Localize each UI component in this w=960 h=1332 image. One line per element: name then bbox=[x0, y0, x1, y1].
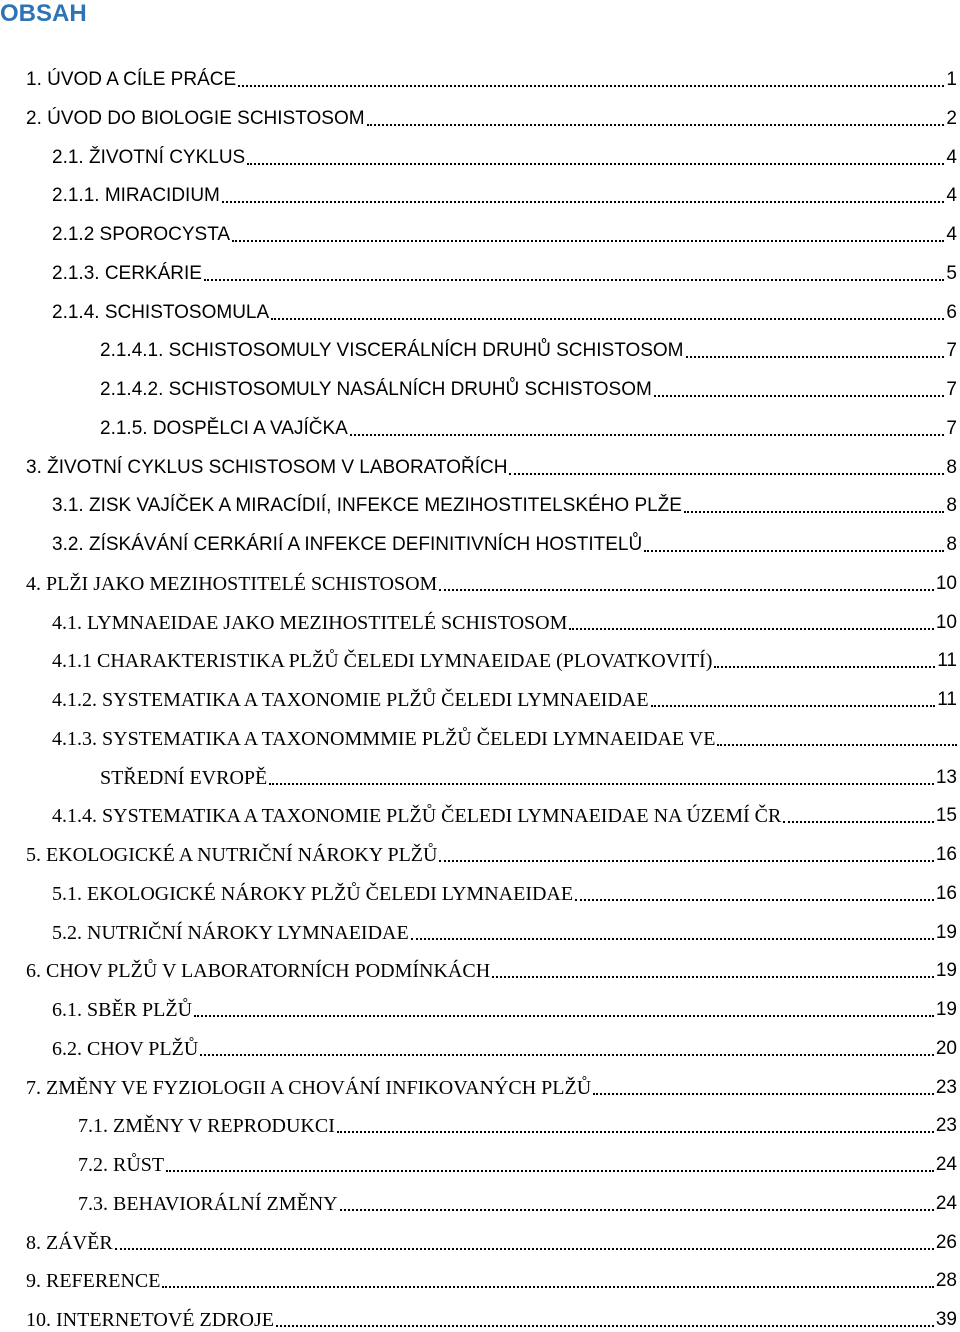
toc-page-number: 24 bbox=[935, 1154, 957, 1175]
dot-leader bbox=[204, 279, 944, 281]
dot-leader bbox=[651, 705, 936, 707]
dot-leader bbox=[115, 1248, 934, 1250]
dot-leader bbox=[509, 473, 944, 475]
toc-entry-title: 3. ŽIVOTNÍ CYKLUS SCHISTOSOM V LABORATOŘÍCH bbox=[26, 456, 508, 478]
toc-page-number: 7 bbox=[946, 417, 957, 439]
toc-entry[interactable] bbox=[0, 101, 960, 131]
toc-entry-title: 6. CHOV PLŽŮ V LABORATORNÍCH PODMÍNKÁCH bbox=[26, 960, 491, 983]
toc-page-number: 5 bbox=[946, 262, 957, 284]
toc-entry[interactable] bbox=[0, 1147, 960, 1177]
toc-entry[interactable] bbox=[0, 1070, 960, 1100]
toc-entry[interactable] bbox=[0, 876, 960, 906]
toc-page-number: 16 bbox=[935, 882, 957, 904]
toc-entry[interactable] bbox=[0, 643, 960, 673]
toc-page-number: 1 bbox=[946, 69, 957, 90]
toc-entry[interactable] bbox=[0, 488, 960, 518]
dot-leader bbox=[269, 783, 934, 785]
dot-leader bbox=[439, 589, 934, 591]
dot-leader bbox=[783, 821, 934, 823]
toc-entry-title: 5. EKOLOGICKÉ A NUTRIČNÍ NÁROKY PLŽŮ bbox=[26, 844, 438, 866]
toc-page-number: 19 bbox=[935, 960, 957, 982]
toc-entry-title: 5.2. NUTRIČNÍ NÁROKY LYMNAEIDAE bbox=[52, 921, 409, 944]
toc-entry[interactable] bbox=[0, 217, 960, 247]
toc-page-number: 11 bbox=[937, 650, 957, 672]
toc-entry-title: 4.1.1 CHARAKTERISTIKA PLŽŮ ČELEDI LYMNAEIDAE (PLOVATKOVITÍ) bbox=[52, 650, 713, 673]
toc-entry[interactable] bbox=[0, 798, 960, 828]
toc-entry-title: 4.1.4. SYSTEMATIKA A TAXONOMIE PLŽŮ ČELEDI LYMNAEIDAE NA ÚZEMÍ ČR bbox=[52, 805, 782, 828]
toc-entry-title: 2. ÚVOD DO BIOLOGIE SCHISTOSOM bbox=[26, 107, 365, 129]
dot-leader bbox=[276, 1325, 934, 1327]
toc-entry-title: STŘEDNÍ EVROPĚ bbox=[100, 766, 268, 789]
toc-entry-title: 7.1. ZMĚNY V REPRODUKCI bbox=[78, 1115, 335, 1138]
toc-page-number: 19 bbox=[935, 921, 957, 943]
dot-leader bbox=[644, 550, 944, 552]
toc-entry[interactable] bbox=[0, 1225, 960, 1255]
toc-entry[interactable] bbox=[0, 450, 960, 480]
toc-entry[interactable] bbox=[0, 178, 960, 208]
toc-page-number: 39 bbox=[935, 1309, 957, 1330]
toc-entry-title: 7.2. RŮST bbox=[78, 1154, 165, 1176]
dot-leader bbox=[575, 899, 934, 901]
dot-leader bbox=[232, 240, 944, 242]
dot-leader bbox=[367, 124, 945, 126]
toc-entry[interactable] bbox=[0, 682, 960, 712]
toc-entry[interactable] bbox=[0, 837, 960, 867]
toc-page-number: 10 bbox=[935, 611, 957, 633]
toc-entry[interactable] bbox=[0, 721, 960, 751]
toc-page-number: 4 bbox=[946, 146, 957, 168]
toc-entry-title: 4.1.3. SYSTEMATIKA A TAXONOMMMIE PLŽŮ ČELEDI LYMNAEIDAE VE bbox=[52, 727, 716, 750]
toc-entry[interactable] bbox=[0, 527, 960, 557]
dot-leader bbox=[684, 511, 944, 513]
toc-entry-title: 6.2. CHOV PLŽŮ bbox=[52, 1037, 199, 1060]
dot-leader bbox=[271, 318, 944, 320]
toc-page-number: 23 bbox=[935, 1076, 957, 1098]
toc-page-number: 11 bbox=[937, 689, 957, 710]
toc-entry[interactable] bbox=[0, 1031, 960, 1061]
toc-entry-title: 10. INTERNETOVÉ ZDROJE bbox=[26, 1309, 274, 1331]
dot-leader bbox=[492, 976, 934, 978]
toc-entry-title: 7. ZMĚNY VE FYZIOLOGII A CHOVÁNÍ INFIKOVANÝCH PLŽŮ bbox=[26, 1076, 592, 1099]
dot-leader bbox=[200, 1054, 934, 1056]
toc-entry-title: 2.1.2 SPOROCYSTA bbox=[52, 224, 231, 245]
toc-entry[interactable] bbox=[0, 295, 960, 325]
toc-entry[interactable] bbox=[0, 140, 960, 170]
toc-entry[interactable] bbox=[0, 1108, 960, 1138]
toc-entry[interactable] bbox=[0, 411, 960, 441]
toc-page-number: 20 bbox=[935, 1037, 957, 1059]
toc-page-number: 15 bbox=[935, 805, 957, 827]
dot-leader bbox=[717, 744, 957, 746]
toc-entry-title: 7.3. BEHAVIORÁLNÍ ZMĚNY bbox=[78, 1192, 338, 1215]
toc-entry-title: 9. REFERENCE bbox=[26, 1270, 161, 1293]
toc-entry[interactable] bbox=[0, 333, 960, 363]
toc-page-number: 23 bbox=[935, 1115, 957, 1137]
toc-page-number: 8 bbox=[946, 534, 957, 555]
dot-leader bbox=[247, 163, 944, 165]
toc-page-number: 24 bbox=[935, 1192, 957, 1214]
toc-page-number: 19 bbox=[935, 999, 957, 1020]
toc-page-number: 7 bbox=[946, 379, 957, 400]
toc-entry-title: 3.1. ZISK VAJÍČEK A MIRACÍDIÍ, INFEKCE MEZIHOSTITELSKÉHO PLŽE bbox=[52, 495, 682, 517]
toc-page-number: 10 bbox=[935, 572, 957, 594]
toc-page-number: 4 bbox=[946, 224, 957, 245]
toc-page-number: 8 bbox=[946, 495, 957, 517]
toc-page-number: 13 bbox=[935, 766, 957, 788]
toc-entry[interactable] bbox=[0, 760, 960, 790]
toc-entry[interactable] bbox=[0, 992, 960, 1022]
toc-entry-title: 3.2. ZÍSKÁVÁNÍ CERKÁRIÍ A INFEKCE DEFINITIVNÍCH HOSTITELŮ bbox=[52, 534, 643, 555]
dot-leader bbox=[238, 85, 944, 87]
toc-entry-title: 4. PLŽI JAKO MEZIHOSTITELÉ SCHISTOSOM bbox=[26, 572, 438, 595]
toc-entry[interactable] bbox=[0, 953, 960, 983]
toc-entry[interactable] bbox=[0, 62, 960, 92]
toc-entry[interactable] bbox=[0, 1186, 960, 1216]
toc-entry-title: 2.1.5. DOSPĚLCI A VAJÍČKA bbox=[100, 417, 348, 439]
toc-entry[interactable] bbox=[0, 256, 960, 286]
dot-leader bbox=[569, 628, 933, 630]
dot-leader bbox=[411, 938, 934, 940]
toc-page-number: 16 bbox=[935, 844, 957, 865]
dot-leader bbox=[593, 1093, 934, 1095]
toc-entry[interactable] bbox=[0, 1263, 960, 1293]
dot-leader bbox=[166, 1170, 934, 1172]
toc-entry-title: 2.1.3. CERKÁRIE bbox=[52, 262, 202, 284]
toc-entry-title: 6.1. SBĚR PLŽŮ bbox=[52, 999, 193, 1021]
toc-entry-title: 4.1.2. SYSTEMATIKA A TAXONOMIE PLŽŮ ČELEDI LYMNAEIDAE bbox=[52, 689, 649, 711]
toc-entry[interactable] bbox=[0, 915, 960, 945]
toc-page-number: 6 bbox=[946, 301, 957, 323]
dot-leader bbox=[340, 1209, 934, 1211]
toc-entry-title: 4.1. LYMNAEIDAE JAKO MEZIHOSTITELÉ SCHISTOSOM bbox=[52, 611, 568, 634]
toc-entry-title: 5.1. EKOLOGICKÉ NÁROKY PLŽŮ ČELEDI LYMNAEIDAE bbox=[52, 882, 574, 905]
dot-leader bbox=[222, 201, 945, 203]
dot-leader bbox=[714, 666, 935, 668]
dot-leader bbox=[162, 1286, 933, 1288]
toc-entry-title: 2.1.4.1. SCHISTOSOMULY VISCERÁLNÍCH DRUHŮ SCHISTOSOM bbox=[100, 340, 684, 362]
toc-page-number: 7 bbox=[946, 340, 957, 362]
toc-entry-title: 2.1.1. MIRACIDIUM bbox=[52, 185, 220, 207]
toc-page-number: 26 bbox=[935, 1231, 957, 1253]
toc-entry[interactable] bbox=[0, 605, 960, 635]
dot-leader bbox=[350, 434, 945, 436]
toc-page-number: 8 bbox=[946, 456, 957, 478]
toc-entry-title: 2.1.4. SCHISTOSOMULA bbox=[52, 301, 270, 323]
toc-page-number: 4 bbox=[946, 185, 957, 207]
dot-leader bbox=[337, 1131, 934, 1133]
dot-leader bbox=[194, 1015, 934, 1017]
toc-page-number: 28 bbox=[935, 1270, 957, 1292]
toc-entry-title: 1. ÚVOD A CÍLE PRÁCE bbox=[26, 69, 237, 90]
toc-entry-title: 2.1.4.2. SCHISTOSOMULY NASÁLNÍCH DRUHŮ SCHISTOSOM bbox=[100, 379, 652, 400]
toc-entry[interactable] bbox=[0, 1302, 960, 1332]
dot-leader bbox=[686, 356, 945, 358]
toc-entry-title: 2.1. ŽIVOTNÍ CYKLUS bbox=[52, 146, 246, 168]
toc-entry[interactable] bbox=[0, 566, 960, 596]
toc-page-number: 2 bbox=[946, 107, 957, 129]
dot-leader bbox=[654, 395, 945, 397]
page-title: OBSAH bbox=[0, 0, 87, 27]
dot-leader bbox=[439, 860, 933, 862]
toc-entry-title: 8. ZÁVĚR bbox=[26, 1231, 113, 1254]
toc-entry[interactable] bbox=[0, 372, 960, 402]
